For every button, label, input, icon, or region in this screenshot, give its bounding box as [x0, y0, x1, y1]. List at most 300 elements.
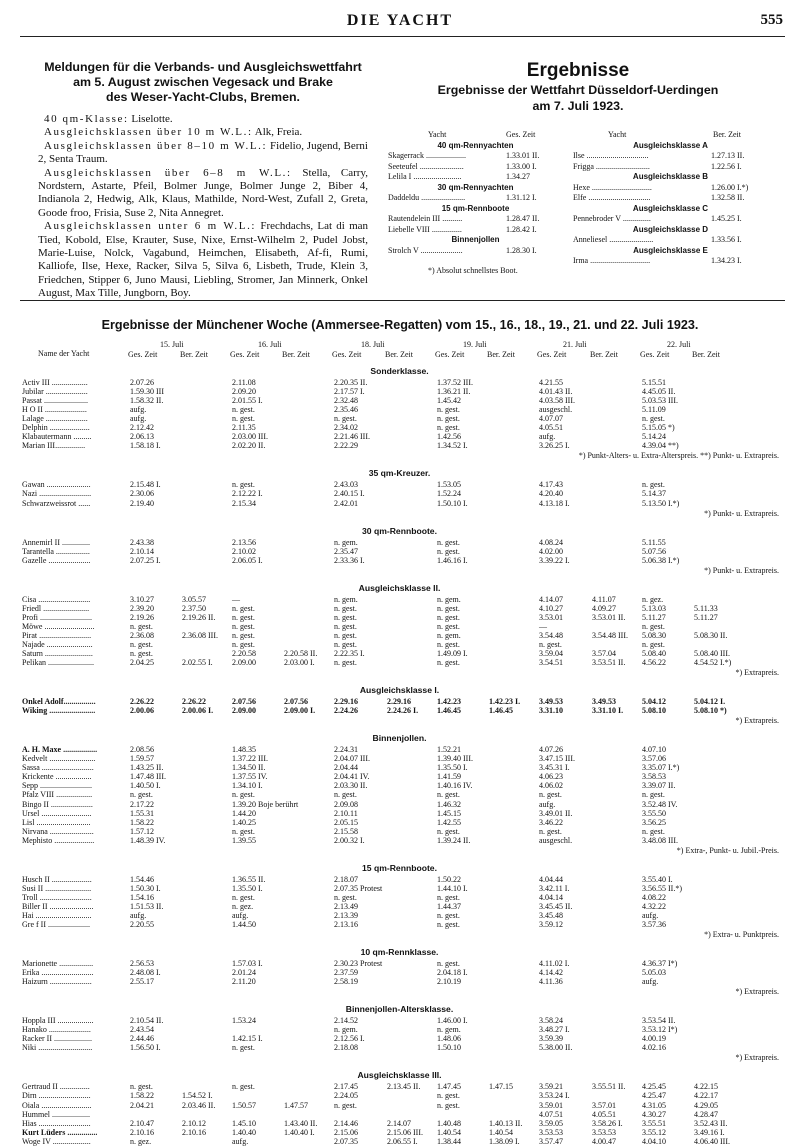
result-line	[573, 162, 768, 173]
ges-zeit-cell: 1.50.57	[232, 1100, 256, 1110]
ges-zeit-cell: n. gem.	[437, 630, 461, 640]
ges-head: Ges. Zeit	[435, 350, 465, 359]
ges-zeit-cell: n. gest.	[437, 423, 460, 433]
ber-zeit-cell: 2.37.50	[182, 603, 206, 613]
ges-zeit-cell: 4.04.44	[539, 874, 563, 884]
ges-zeit-cell: n. gest.	[130, 1082, 153, 1092]
class-label: 40 qm-Klasse:	[44, 113, 129, 125]
table-row	[0, 781, 799, 790]
ges-zeit-cell: 1.38.44	[437, 1136, 461, 1146]
table-row	[0, 754, 799, 763]
ges-zeit-cell: n. gest.	[334, 1100, 357, 1110]
ber-zeit-cell: 2.24.26 I.	[387, 706, 419, 716]
ges-zeit-cell: 2.26.22	[130, 697, 154, 707]
ber-zeit-cell: 2.10.16	[182, 1127, 206, 1137]
ges-zeit-cell: 1.53.05	[437, 480, 461, 490]
yacht-name: Jubilar .....................	[22, 387, 88, 397]
ges-zeit-cell: 5.13.50 I.*)	[642, 498, 680, 508]
table-row	[0, 1128, 799, 1137]
ges-zeit-cell: 1.46.16 I.	[437, 555, 468, 565]
table-row	[0, 432, 799, 441]
ges-zeit-cell: 2.04.21	[130, 1100, 154, 1110]
ges-zeit-cell: 3.49.01 II.	[539, 808, 573, 818]
ber-zeit-cell: 2.03.00 I.	[284, 658, 315, 668]
ges-zeit-cell: 4.39.04 **)	[642, 441, 679, 451]
ges-zeit-cell: 4.06.02	[539, 781, 563, 791]
ges-zeit-cell: n. gest.	[437, 790, 460, 800]
ges-zeit-cell: n. gest.	[437, 414, 460, 424]
meldungen-paragraph	[38, 140, 368, 167]
ges-zeit-cell: 5.15.05 *)	[642, 423, 675, 433]
ber-zeit-cell: 2.15.06 III.	[387, 1127, 423, 1137]
ges-zeit-cell: 3.47.15 III.	[539, 754, 575, 764]
ges-zeit-cell: 2.35.46	[334, 405, 358, 415]
ges-zeit-cell: 3.35.07 I.*)	[642, 763, 680, 773]
ges-zeit-cell: 2.08.56	[130, 745, 154, 755]
class-section-heading: 15 qm-Rennboote.	[362, 862, 437, 873]
ges-zeit-cell: 2.01.55 I.	[232, 396, 263, 406]
class-entries: Alk, Freia.	[254, 126, 303, 139]
ges-zeit-cell: 3.59.05	[539, 1118, 563, 1128]
footnote: *) Punkt-Alters- u. Extra-Alterspreis. **) Punkt- u. Extrapreis.	[578, 451, 779, 461]
footnote: *) Extrapreis.	[735, 1053, 779, 1063]
yacht-name: Pennebroder V ..............	[573, 214, 651, 223]
ges-zeit-cell: 2.39.20	[130, 603, 154, 613]
ges-zeit-cell: 4.04.14	[539, 892, 563, 902]
yacht-name: Elfe ...............................	[573, 193, 651, 202]
col-head-yacht: Yacht	[428, 130, 447, 139]
class-section-heading: 30 qm-Rennboote.	[362, 525, 437, 536]
ber-zeit-cell: 1.42.23 I.	[489, 697, 521, 707]
ges-zeit-cell: 1.54.16	[130, 892, 154, 902]
result-line	[573, 235, 768, 246]
ges-zeit-cell: 2.20.35 II.	[334, 378, 368, 387]
ber-zeit-cell: 4.29.05	[694, 1100, 718, 1110]
result-line	[388, 214, 563, 225]
yacht-name: Lalage .....................	[22, 414, 88, 424]
ges-zeit-cell: n. gest.	[437, 612, 460, 622]
ges-zeit-cell: 3.53.53	[539, 1127, 563, 1137]
yacht-name: Liebelle VIII ...............	[388, 224, 462, 234]
yacht-name: Nirvana ......................	[22, 826, 94, 836]
result-line	[388, 225, 563, 236]
ber-zeit-cell: 5.08.10 *)	[694, 706, 727, 716]
ges-zeit-cell: 2.12.22 I.	[232, 489, 263, 499]
ber-zeit-cell: 4.11.07	[592, 594, 616, 604]
result-line	[388, 193, 563, 204]
result-time: 1.34.27	[506, 172, 530, 181]
ges-zeit-cell: 1.44.50	[232, 920, 256, 929]
result-line	[388, 151, 563, 162]
ber-zeit-cell: 2.20.58 II.	[284, 649, 318, 658]
ges-zeit-cell: 3.57.06	[642, 754, 666, 764]
meldungen-block	[38, 60, 368, 301]
ber-zeit-cell: 4.54.52 I.*)	[694, 658, 732, 668]
ges-zeit-cell: 4.36.37 I*)	[642, 959, 678, 969]
col-head-ges-zeit: Ges. Zeit	[506, 130, 536, 139]
ges-zeit-cell: 1.42.15 I.	[232, 1034, 263, 1044]
class-section-heading: Binnenjollen.	[372, 733, 427, 744]
table-row	[0, 414, 799, 423]
ber-zeit-cell: 3.52.43 II.	[694, 1118, 728, 1128]
ges-head: Ges. Zeit	[332, 350, 362, 359]
ges-zeit-cell: 2.00.06	[130, 706, 154, 716]
table-row	[0, 800, 799, 809]
ges-zeit-cell: 1.47.48 III.	[130, 772, 166, 782]
ber-head: Ber. Zeit	[282, 350, 310, 359]
yacht-name: Hias ..........................	[22, 1118, 91, 1128]
ges-zeit-cell: 1.36.55 II.	[232, 874, 266, 884]
table-row	[0, 595, 799, 604]
ber-zeit-cell: 3.05.57	[182, 594, 206, 604]
ges-zeit-cell: 1.56.50 I.	[130, 1043, 161, 1053]
ges-zeit-cell: 1.40.54	[437, 1127, 461, 1137]
result-time: 1.28.42 I.	[506, 224, 537, 234]
ges-zeit-cell: 1.44.20	[232, 808, 256, 818]
yacht-name: Erika ..........................	[22, 968, 94, 978]
yacht-name: Pelikan .......................	[22, 658, 94, 668]
ges-zeit-cell: 3.53.54 II.	[642, 1016, 676, 1026]
ges-zeit-cell: 3.59.21	[539, 1082, 563, 1092]
ges-zeit-cell: n. gest.	[334, 790, 357, 800]
ges-zeit-cell: 1.40.25	[232, 817, 256, 827]
ges-zeit-cell: 5.07.56	[642, 546, 666, 556]
ges-zeit-cell: 3.59.39	[539, 1034, 563, 1044]
yacht-name: A. H. Maxe .................	[22, 745, 98, 755]
ges-zeit-cell: n. gest.	[642, 826, 665, 836]
page-number: 555	[760, 12, 783, 28]
ges-zeit-cell: 1.59.57	[130, 754, 154, 764]
yacht-name: Annemirl II ..............	[22, 537, 90, 547]
ges-zeit-cell: 4.13.18 I.	[539, 498, 570, 508]
ges-zeit-cell: 1.54.46	[130, 874, 154, 884]
table-row	[0, 893, 799, 902]
table-row	[0, 499, 799, 508]
ber-zeit-cell: 3.53.53	[592, 1127, 616, 1137]
table-row	[0, 745, 799, 754]
ges-zeit-cell: 5.06.38 I.*)	[642, 555, 680, 565]
ges-zeit-cell: n. gest.	[232, 1043, 255, 1053]
ges-zeit-cell: 2.07.56	[232, 697, 256, 707]
ber-zeit-cell: 3.53.01 II.	[592, 612, 626, 622]
ges-zeit-cell: n. gest.	[232, 612, 255, 622]
yacht-name: Skagerrack ....................	[388, 151, 466, 160]
ges-zeit-cell: n. gest.	[437, 920, 460, 929]
result-class-heading: Ausgleichsklasse B	[632, 172, 709, 181]
ges-zeit-cell: 2.24.31	[334, 745, 358, 755]
ges-zeit-cell: aufg.	[642, 977, 659, 987]
ges-zeit-cell: —	[232, 594, 240, 604]
ges-zeit-cell: 2.15.06	[334, 1127, 358, 1137]
ges-zeit-cell: 1.46.45	[437, 706, 461, 716]
ges-zeit-cell: aufg.	[642, 910, 659, 920]
yacht-name: Nazi ..........................	[22, 489, 92, 499]
ges-zeit-cell: 4.20.40	[539, 489, 563, 499]
yacht-name: Woge IV ...................	[22, 1136, 91, 1146]
ges-zeit-cell: 3.45.45 II.	[539, 901, 573, 911]
ges-zeit-cell: n. gest.	[437, 826, 460, 836]
ges-zeit-cell: 4.02.16	[642, 1043, 666, 1053]
ges-zeit-cell: 1.48.35	[232, 745, 256, 755]
ges-zeit-cell: 1.41.59	[437, 772, 461, 782]
munich-title: Ergebnisse der Münchener Woche (Ammersee-Regatten) vom 15., 16., 18., 19., 21. und 22. Juli 1923.	[101, 318, 699, 332]
class-entries: Liselotte.	[131, 113, 173, 125]
ges-zeit-cell: n. gest.	[642, 639, 665, 649]
ber-zeit-cell: 3.31.10 I.	[592, 706, 624, 716]
ber-head: Ber. Zeit	[385, 350, 413, 359]
result-line	[388, 246, 563, 257]
ges-zeit-cell: 2.56.53	[130, 959, 154, 969]
header-rule	[20, 36, 785, 37]
ges-zeit-cell: 4.25.45	[642, 1082, 666, 1092]
class-section-heading: Sonderklasse.	[370, 366, 429, 376]
ges-zeit-cell: 2.02.20 II.	[232, 441, 266, 451]
ges-zeit-cell: 4.02.00	[539, 546, 563, 556]
ges-zeit-cell: n. gest.	[232, 892, 255, 902]
table-row	[0, 1119, 799, 1128]
ges-zeit-cell: 2.09.20	[232, 387, 256, 397]
ber-zeit-cell: 1.46.45	[489, 706, 513, 716]
ges-zeit-cell: 2.37.59	[334, 968, 358, 978]
result-time: 1.32.58 II.	[711, 193, 745, 202]
yacht-name: Lisl ...........................	[22, 817, 91, 827]
ges-zeit-cell: aufg.	[232, 910, 249, 920]
ges-zeit-cell: 2.15.34	[232, 498, 256, 508]
ges-zeit-cell: 1.47.45	[437, 1082, 461, 1092]
ber-head: Ber. Zeit	[590, 350, 618, 359]
ges-zeit-cell: 4.14.07	[539, 594, 563, 604]
ges-zeit-cell: n. gest.	[642, 790, 665, 800]
ges-zeit-cell: 1.50.22	[437, 874, 461, 884]
day-head: 18. Juli	[361, 340, 385, 349]
footnote: *) Extrapreis.	[735, 668, 779, 678]
ber-zeit-cell: 4.09.27	[592, 603, 616, 613]
ges-zeit-cell: 1.42.56	[437, 432, 461, 442]
ges-zeit-cell: 3.53.01	[539, 612, 563, 622]
ges-zeit-cell: 4.31.05	[642, 1100, 666, 1110]
ges-zeit-cell: 2.11.08	[232, 378, 256, 387]
ges-zeit-cell: 2.29.16	[334, 697, 358, 707]
ges-zeit-cell: 2.55.17	[130, 977, 154, 987]
ges-head: Ges. Zeit	[230, 350, 260, 359]
ges-zeit-cell: ausgeschl.	[539, 835, 573, 845]
ber-zeit-cell: 1.40.40 I.	[284, 1127, 315, 1137]
table-row	[0, 697, 799, 706]
yacht-name: Wiking .......................	[22, 706, 96, 716]
ges-zeit-cell: 2.30.23 Protest	[334, 959, 383, 969]
ges-zeit-cell: 1.35.50 I.	[437, 763, 468, 773]
result-class-heading: 40 qm-Rennyachten	[437, 140, 514, 150]
ges-zeit-cell: ausgeschl.	[539, 405, 573, 415]
ges-zeit-cell: n. gest.	[437, 910, 460, 920]
yacht-name: Biller II ......................	[22, 901, 94, 911]
ges-zeit-cell: n. gest.	[437, 658, 460, 668]
yacht-name: Cisa ..........................	[22, 594, 91, 604]
ges-zeit-cell: 3.59.01	[539, 1100, 563, 1110]
result-line	[573, 151, 768, 162]
ges-zeit-cell: 1.37.52 III.	[437, 378, 473, 387]
yacht-name: Bingo II .....................	[22, 799, 93, 809]
table-row	[0, 818, 799, 827]
yacht-name: Passat ......................	[22, 396, 88, 406]
ber-zeit-cell: 4.28.47	[694, 1109, 718, 1119]
ges-zeit-cell: 3.55.12	[642, 1127, 666, 1137]
class-section-heading: Ausgleichsklasse I.	[359, 685, 440, 696]
yacht-name: Sepp ..........................	[22, 781, 92, 791]
ges-zeit-cell: n. gest.	[437, 603, 460, 613]
ges-zeit-cell: 2.18.08	[334, 1043, 358, 1053]
ber-zeit-cell: 3.54.48 III.	[592, 630, 628, 640]
ges-zeit-cell: 5.14.37	[642, 489, 666, 499]
meldungen-paragraph	[38, 113, 368, 126]
table-row	[0, 441, 799, 450]
ges-zeit-cell: 3.49.53	[539, 697, 563, 707]
ges-zeit-cell: 2.07.26	[130, 378, 154, 387]
table-row	[0, 378, 799, 387]
ber-zeit-cell: 4.00.47	[592, 1136, 616, 1146]
ber-zeit-cell: 1.47.57	[284, 1100, 308, 1110]
ges-zeit-cell: n. gez.	[642, 594, 664, 604]
ges-zeit-cell: 2.43.54	[130, 1025, 154, 1035]
yacht-name: Pirat ..........................	[22, 630, 92, 640]
result-time: 1.22.56 I.	[711, 161, 742, 171]
ges-zeit-cell: 4.06.23	[539, 772, 563, 782]
ges-zeit-cell: 2.40.15 I.	[334, 489, 365, 499]
ges-zeit-cell: 3.46.22	[539, 817, 563, 827]
ges-zeit-cell: 2.09.00	[232, 706, 256, 716]
result-line	[573, 256, 768, 267]
ges-zeit-cell: 2.44.46	[130, 1034, 154, 1044]
ber-zeit-cell: 2.13.45 II.	[387, 1082, 421, 1092]
ges-zeit-cell: 2.17.57 I.	[334, 387, 365, 397]
ges-zeit-cell: 3.55.51	[642, 1118, 666, 1128]
ges-zeit-cell: 1.44.10 I.	[437, 883, 468, 893]
ges-zeit-cell: 3.56.55 II.*)	[642, 883, 682, 893]
ges-zeit-cell: 2.04.18 I.	[437, 968, 468, 978]
ges-zeit-cell: n. gest.	[334, 621, 357, 631]
yacht-name: Mephisto ....................	[22, 835, 95, 845]
ges-zeit-cell: 1.39.20 Boje berührt	[232, 799, 299, 809]
ges-zeit-cell: 1.57.12	[130, 826, 154, 836]
ges-zeit-cell: 1.40.50 I.	[130, 781, 161, 791]
ges-zeit-cell: 5.11.09	[642, 405, 666, 415]
yacht-name: Dirn ..........................	[22, 1091, 91, 1101]
yacht-name: Troll ..........................	[22, 892, 92, 902]
ges-zeit-cell: 3.39.22 I.	[539, 555, 570, 565]
ges-zeit-cell: 2.04.07 III.	[334, 754, 370, 764]
yacht-name: Lelila I ........................	[388, 172, 462, 181]
ges-zeit-cell: 3.53.12 I*)	[642, 1025, 678, 1035]
result-time: 1.31.12 I.	[506, 193, 537, 202]
class-entries: Frechdachs, Lat di man Tied, Kobold, Else, Krauter, Suse, Nixe, Ernst-Wilhelm 2, Pudel Jobst, Marie-Luise, Nolck, Vagabund, Heimchen, Elisabeth, Af-fi, Rumi, Kalliofe, Ilse, Hexe, Racker, Silva 5, Silva 6, Lisbeth, Trude, Klein 3, Friedchen, Stipper 6, Juno Mausi, Liebling, Stromer, Jan Minnerk, Onkel August, Max Tille, Jungborn, Boy.	[38, 220, 369, 300]
section-rule	[20, 300, 785, 301]
yacht-name: Seeteufel ......................	[388, 161, 464, 171]
ges-zeit-cell: 2.22.29	[334, 441, 358, 451]
table-row	[0, 1137, 799, 1146]
col-head-ber-zeit: Ber. Zeit	[713, 130, 741, 139]
class-entries: Fidelio, Jugend, Berni 2, Senta Traum.	[38, 139, 368, 166]
ber-zeit-cell: 3.53.51 II.	[592, 658, 626, 668]
ges-zeit-cell: n. gest.	[334, 630, 357, 640]
ges-zeit-cell: 2.07.25 I.	[130, 555, 161, 565]
ges-zeit-cell: 5.08.10	[642, 706, 666, 716]
ges-zeit-cell: 1.39.40 III.	[437, 754, 473, 764]
ges-zeit-cell: n. gest.	[232, 790, 255, 800]
yacht-name: Profi ..........................	[22, 612, 92, 622]
ges-zeit-cell: 1.53.24	[232, 1016, 256, 1026]
yacht-name: Hai ............................	[22, 910, 92, 920]
result-line	[573, 193, 768, 204]
ges-zeit-cell: 1.40.48	[437, 1118, 461, 1128]
ges-zeit-cell: 4.25.47	[642, 1091, 666, 1101]
ges-zeit-cell: 4.03.58 III.	[539, 396, 575, 406]
ges-zeit-cell: n. gest.	[232, 1082, 255, 1092]
ges-zeit-cell: 4.00.19	[642, 1034, 666, 1044]
meldungen-paragraph	[38, 167, 368, 221]
ges-zeit-cell: n. gest.	[642, 414, 665, 424]
yacht-name: Gre f II .....................	[22, 920, 90, 929]
ges-zeit-cell: 5.04.12	[642, 697, 666, 707]
ges-zeit-cell: n. gest.	[232, 630, 255, 640]
ges-zeit-cell: 4.08.22	[642, 892, 666, 902]
ber-zeit-cell: 2.00.06 I.	[182, 706, 214, 716]
ges-zeit-cell: 1.52.24	[437, 489, 461, 499]
ges-head: Ges. Zeit	[537, 350, 567, 359]
yacht-name: Friedl .......................	[22, 603, 90, 613]
ber-zeit-cell: 3.57.01	[592, 1100, 616, 1110]
magazine-title: DIE YACHT	[346, 12, 454, 29]
yacht-name: Gazelle .....................	[22, 555, 91, 565]
result-class-heading: 30 qm-Rennyachten	[437, 182, 514, 192]
ges-zeit-cell: 1.39.55	[232, 835, 256, 845]
yacht-name: Hummel ...................	[22, 1109, 90, 1119]
ber-zeit-cell: 3.58.26 I.	[592, 1118, 623, 1128]
result-time: 1.28.47 II.	[506, 214, 540, 223]
ges-zeit-cell: n. gest.	[232, 621, 255, 631]
yacht-name: Klabautermann .........	[22, 432, 92, 442]
table-row	[0, 911, 799, 920]
table-row	[0, 875, 799, 884]
ges-zeit-cell: 2.04.41 IV.	[334, 772, 370, 782]
table-row	[0, 631, 799, 640]
table-row	[0, 1101, 799, 1110]
ges-zeit-cell: n. gest.	[437, 959, 460, 969]
ber-zeit-cell: 5.08.40 III.	[694, 649, 730, 658]
ges-zeit-cell: n. gest.	[232, 480, 255, 490]
ber-zeit-cell: 2.29.16	[387, 697, 411, 707]
ges-zeit-cell: n. gest.	[437, 537, 460, 547]
ges-zeit-cell: 1.42.55	[437, 817, 461, 827]
yacht-name: Susi II .......................	[22, 883, 92, 893]
table-row	[0, 613, 799, 622]
ges-zeit-cell: aufg.	[130, 414, 147, 424]
yacht-name: Saturn ........................	[22, 649, 93, 658]
ges-zeit-cell: 2.15.58	[334, 826, 358, 836]
ges-zeit-cell: n. gest.	[334, 639, 357, 649]
table-row	[0, 1034, 799, 1043]
table-row	[0, 836, 799, 845]
ges-zeit-cell: 2.14.52	[334, 1016, 358, 1026]
ges-zeit-cell: 2.15.48 I.	[130, 480, 161, 490]
ges-zeit-cell: 2.20.55	[130, 920, 154, 929]
ges-zeit-cell: 1.58.32 II.	[130, 396, 164, 406]
ges-zeit-cell: 3.48.08 III.	[642, 835, 678, 845]
ges-zeit-cell: n. gest.	[539, 790, 562, 800]
ges-zeit-cell: 3.58.53	[642, 772, 666, 782]
ges-zeit-cell: 2.10.47	[130, 1118, 154, 1128]
ges-zeit-cell: n. gest.	[539, 826, 562, 836]
yacht-name: Activ III ..................	[22, 378, 88, 387]
